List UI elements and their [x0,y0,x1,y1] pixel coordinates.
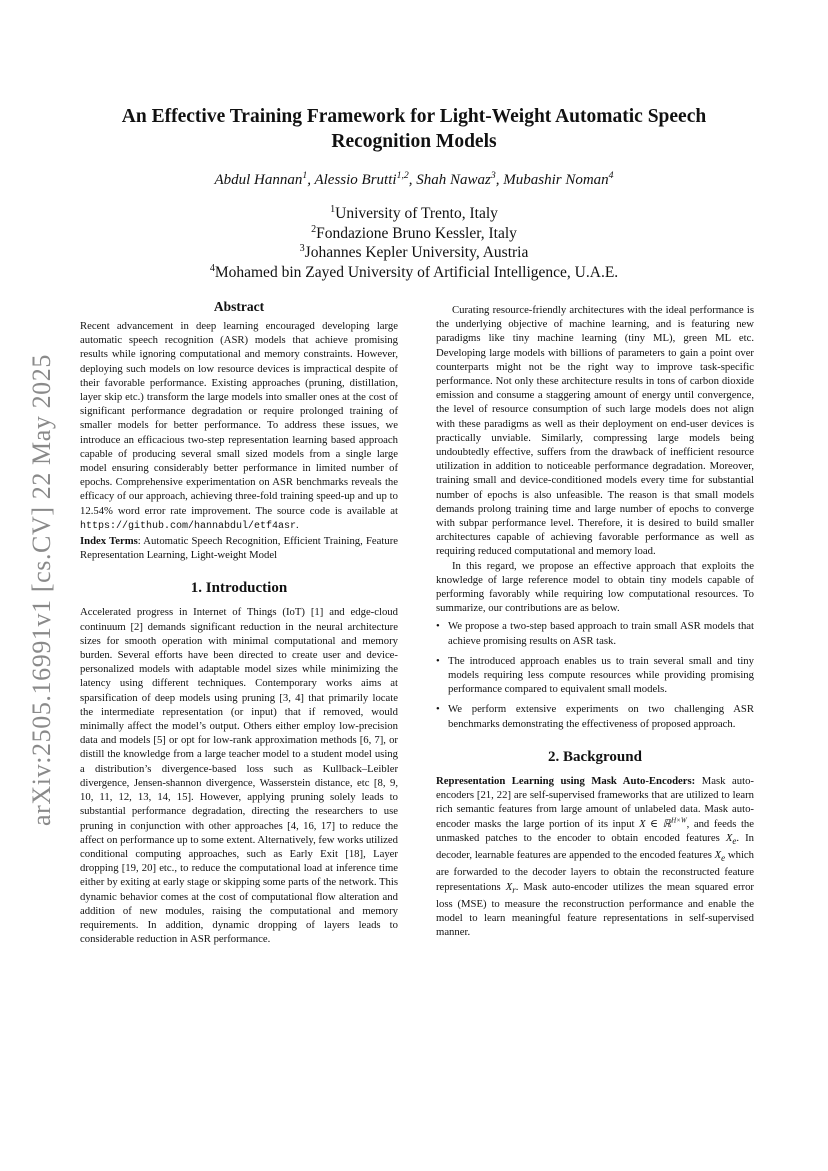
author-name: Shah Nawaz [416,172,491,188]
math-input: X ∈ ℝ [639,817,672,830]
background-paragraph: Representation Learning using Mask Auto-Encoders: Mask auto-encoders [21, 22] are self-supervised frameworks that are utilized to learn rich semantic features from large amount of unlabeled data. Mask auto-encoder masks the large portion of its input X ∈ ℝ$^{H\times W}$, and feeds the unmasked patches to the encoder to obtain encoded features $X_e$. In decoder, learnable features are appended to the encoded features $X_e$ which are forwarded to the decoder layers to obtain the reconstructed feature representations $X_r$. Mask auto-encoder utilizes the mean squared error loss (MSE) to measure the reconstruction performance and enable the model to learn meaningful feature representations in self-supervised manner. [436,774,754,939]
left-column [80,298,398,946]
abstract-text: Recent advancement in deep learning encouraged developing large automatic speech recognition (ASR) models that achieve promising results while ignoring computational and memory constraints. However, deploying such models on low resource devices is impractical despite of their favorable performance. Existing approaches (pruning, distillation, layer skip etc.) transform the large models into smaller ones at the cost of significant performance degradation or require prolonged training of smaller models for better performance. To address these issues, we introduce an efficacious two-step representation learning based approach capable of producing several small sized models from a single large model ensuring considerably better performance in limited number of epochs. Comprehensive experimentation on ASR benchmarks reveals the efficacy of our approach, achieving three-fold training speed-up and up to 12.54% word error rate improvement. The source code is available at https://github.com/hannabdul/etf4asr. Index Terms: Automatic Speech Recognition, Efficient Training, Feature Representation Learning, Light-weight Model [80,320,398,562]
bullet-icon: • [436,703,440,716]
list-item: • We perform extensive experiments on two challenging ASR benchmarks demonstrating the effectiveness of proposed approach. [436,703,754,730]
body-paragraph: Curating resource-friendly architectures with the ideal performance is the underlying objective of machine learning, and is featuring new paradigms like tiny machine learning (tiny ML), green ML etc. Developing large models with billions of parameters to gain a point over counterparts might not be the right way to improve task-specific performance. Not only these architecture results in tons of carbon dioxide emission and consume a staggering amount of energy until convergence, the level of resource consumption of such large models does not align with these paradigms as well as their deployment on end-user devices is practically unviable. Similarly, compressing large models being undoubtedly effective, suffers from the drawback of inefficient resource utilization in addition to noticeable performance degradation. Moreover, training small and device-conditioned models every time for substantial number of epochs is also unfeasible. The reason is that small models demands prolong training time and large number of epochs to converge with subpar performance level. Therefore, it is desired to build smaller architectures capable of achieving favorable performance as well as requiring reduced computational and memory load. [436,304,754,558]
author-name: Mubashir Noman [503,172,609,188]
author-name: Alessio Brutti [314,172,397,188]
paper-title [70,104,758,154]
author-affiliation-mark: 4 [608,170,614,181]
author-list: Abdul Hannan$^1$, Alessio Brutti$^{1,2}$, Shah Nawaz$^3$, Mubashir Noman$^4$ [214,170,614,188]
introduction-heading: 1. Introduction [190,580,288,597]
arxiv-identifier-stamp [22,340,62,840]
list-item: • We propose a two-step based approach to train small ASR models that achieve promising results on ASR task. [436,620,754,647]
body-paragraph: In this regard, we propose an effective approach that exploits the knowledge of large reference model to obtain tiny models capable of performing favorably while requiring low computational resources. To summarize, our contributions are as below. [436,559,754,615]
background-heading: 2. Background [548,748,642,765]
math-reconstructed-features: X [505,880,513,893]
author-affiliation-mark: 1 [302,170,308,181]
index-terms-label: Index Terms [80,535,138,548]
arxiv-id: arXiv:2505.16991v1 [cs.CV] 22 May 2025 [27,354,56,826]
affiliation-list [70,204,758,282]
affiliation: $^3$Johannes Kepler University, Austria [299,242,529,261]
affiliation: $^2$Fondazione Bruno Kessler, Italy [311,223,517,242]
introduction-paragraph: Accelerated progress in Internet of Things (IoT) [1] and edge-cloud continuum [2] demands significant reduction in the neural architecture sizes for smooth operation with minimal computational and memory burden. Several efforts have been directed to create user and device-personalized models with adaptable model sizes while minimizing the latency using different techniques. Contemporary works aims at sparsification of deep models using pruning [3, 4] that primarily locate the intermediate representation (or input) that if removed, would minimally affect the model’s output. Others either employ low-precision data and models [5] or opt for low-rank approximation methods [6, 7], or distill the knowledge from a large teacher model to a student model using a distribution’s divergence-based loss such as Kullback–Leibler divergence, Jensen-shannon divergence, Wasserstein distance, etc [8, 9, 10, 11, 12, 13, 14, 15]. However, applying pruning solely leads to substantial performance degradation, directing the researchers to use pruning in conjunction with other approaches [4, 16, 17] to reduce the affect on performance up to some extent. Alternatively, few works utilized conditional computing approaches, such as Early Exit [18], Layer dropping [19, 20] etc., to reduce the computational load at inference time either by exiting at early stage or skipping some parts of the network. This dynamic behavior comes at the cost of computational flow alteration and addition of new modules, raising the computational and memory requirements. In addition, dynamic dropping of layers leads to considerable reduction in ASR performance. [80,606,398,946]
contribution-list [436,619,754,730]
background-subheading: Representation Learning using Mask Auto-Encoders: [436,774,696,787]
affiliation: $^1$University of Trento, Italy [330,203,498,222]
math-encoded-features: X [714,849,722,862]
index-terms: : Automatic Speech Recognition, Efficient Training, Feature Representation Learning, Light-weight Model [80,535,398,562]
author-affiliation-mark: 3 [490,170,496,181]
source-code-link[interactable]: https://github.com/hannabdul/etf4asr [80,520,297,532]
math-encoded-features: X [725,831,733,844]
right-column [436,303,754,940]
list-item: • The introduced approach enables us to train several small and tiny models requiring less compute resources while providing promising performance compared to equivalent small models. [436,654,754,696]
bullet-icon: • [436,620,440,633]
author-name: Abdul Hannan [214,172,303,188]
title-line-1: An Effective Training Framework for Light-Weight Automatic Speech [121,106,707,127]
abstract-heading: Abstract [213,299,265,314]
author-affiliation-mark: 1,2 [396,170,409,181]
bullet-icon: • [436,654,440,667]
affiliation: $^4$Mohamed bin Zayed University of Artificial Intelligence, U.A.E. [209,262,619,281]
title-line-2: Recognition Models [331,131,497,152]
